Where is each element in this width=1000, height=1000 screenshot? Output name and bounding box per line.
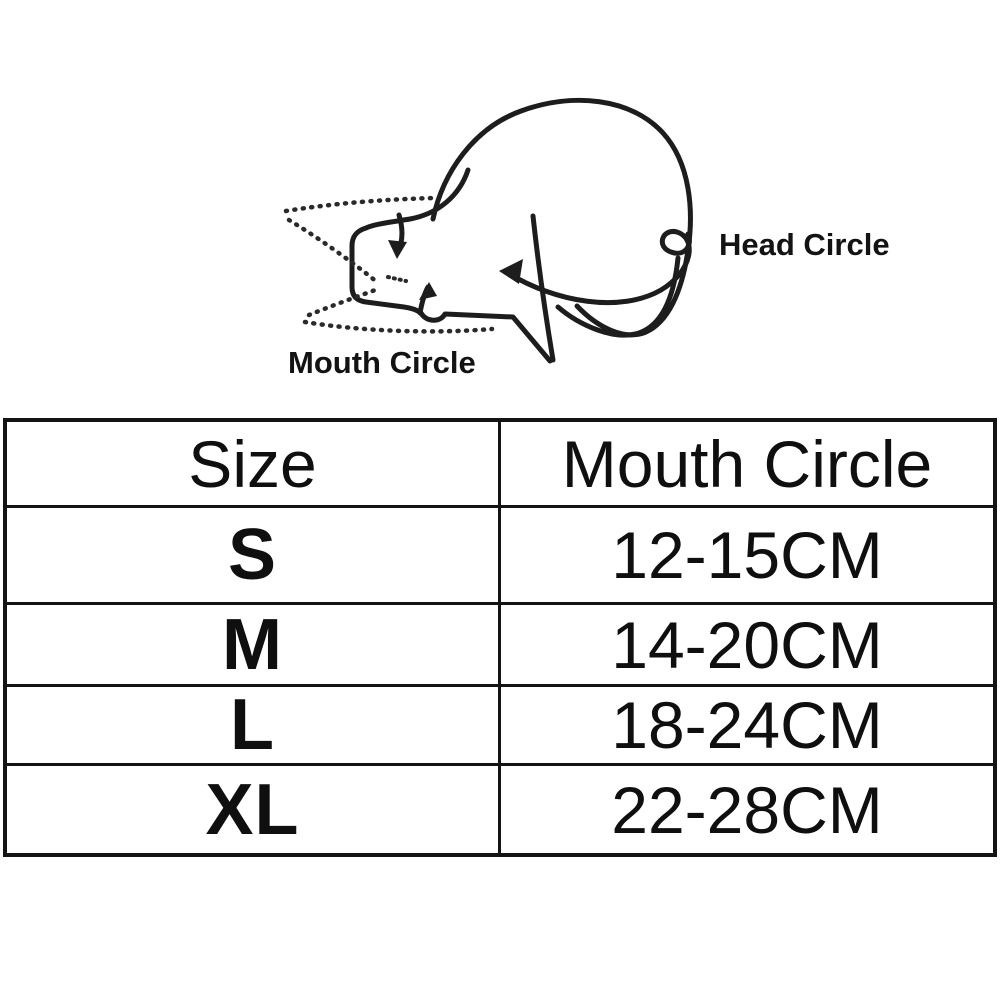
- muzzle-arrowhead-up: [419, 282, 437, 300]
- table-row-l-mouth: 18-24CM: [501, 684, 993, 763]
- head-outline-path: [433, 100, 690, 334]
- table-row-xl-size: XL: [7, 763, 501, 853]
- table-row-m-mouth: 14-20CM: [501, 602, 993, 684]
- dotted-upper-jaw-top: [286, 198, 436, 211]
- table-row-l-size: L: [7, 684, 501, 763]
- muzzle-tick-marks: [388, 277, 406, 281]
- muzzle-arrowhead-down: [388, 240, 407, 259]
- head-circle-arrowhead: [499, 259, 523, 284]
- table-row-xl-mouth: 22-28CM: [501, 763, 993, 853]
- size-table-header-mouth-circle: Mouth Circle: [561, 426, 933, 501]
- head-circle-label: Head Circle: [719, 227, 890, 262]
- dog-head-diagram: [0, 0, 1000, 418]
- mouth-circle-label: Mouth Circle: [288, 345, 476, 380]
- size-table-header-size: Size: [7, 422, 501, 505]
- table-row-s-size: S: [7, 505, 501, 602]
- table-row-m-size: M: [7, 602, 501, 684]
- table-row-s-mouth: 12-15CM: [501, 505, 993, 602]
- size-table: [3, 418, 997, 857]
- dotted-lower-jaw-bottom: [305, 322, 492, 331]
- dog-head-drawing: [0, 0, 1000, 418]
